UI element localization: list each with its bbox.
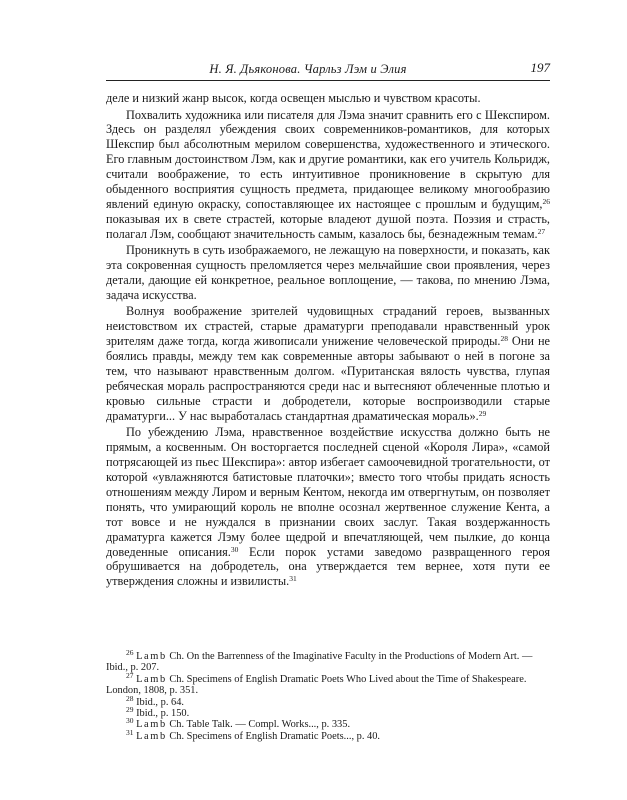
footnote-author: Lamb — [136, 651, 167, 662]
footnote-ref: 28 — [500, 334, 508, 344]
footnote-ref: 30 — [230, 544, 239, 554]
paragraph — [106, 108, 550, 242]
paragraph — [106, 243, 550, 303]
paragraph-text: деле и низкий жанр высок, когда освещен мыслью и чувством красоты. — [106, 91, 481, 105]
footnote-number: 29 — [126, 705, 134, 715]
paragraph-text: По убеждению Лэма, нравственное воздействие искусства должно быть не прямым, а косвенным. Он восторгается последней сценой «Короля Лира», «самой потрясающей из пьес Шекспира»: автор избегает самоочевидной трогательности, от которой «увлажняются батистовые платочки»; вместо того чтобы придать ясность отношениям между Лиром и верным Кентом, некогда им отвергнутым, он позволяет понять, что умирающий король не вполне осознал жертвенное служение Кента, а тот вовсе и не нуждался в признании своих заслуг. Такая воздержанность драматурга кажется Лэму более щедрой и впечатляющей, чем пылкие, до конца доведенные описания. — [106, 425, 550, 559]
footnote-text: Ch. Table Talk. — Compl. Works..., p. 335. — [166, 719, 351, 731]
footnote-text: Ibid., p. 64. — [133, 696, 185, 708]
footnote — [106, 693, 550, 708]
footnote — [106, 670, 550, 697]
main-text — [106, 91, 550, 589]
footnote — [106, 705, 550, 720]
running-title: Н. Я. Дьяконова. Чарльз Лэм и Элия — [209, 62, 407, 76]
footnote — [106, 716, 550, 731]
footnote — [106, 648, 550, 674]
footnote-ref: 29 — [478, 408, 487, 418]
footnote — [106, 727, 550, 742]
paragraph-text: Похвалить художника или писателя для Лэма значит сравнить его с Шекспиром. Здесь он разделял убеждения своих современников-романтиков, для которых Шекспир был абсолютным мерилом совершенства, художественного и этического. Его главным достоинством Лэм, как и другие романтики, как его учитель Кольридж, считали воображение, то есть интуитивное проникновение в скрытую для обыденного восприятия сущность предмета, придающее великому многообразию явлений единую окраску, сопоставляющее их настоящее с прошлым и будущим, — [106, 107, 550, 211]
paragraph — [106, 425, 550, 589]
paragraph-text: Волнуя воображение зрителей чудовищных страданий героев, вызванных неистовством их страстей, старые драматурги преподавали нравственный урок зрителям даже тогда, когда живописали унижение человеческой природы. — [106, 304, 550, 349]
footnote-text: Ch. Specimens of English Dramatic Poets..., p. 40. — [166, 730, 381, 742]
paragraph-text: Они не боялись правды, между тем как современные авторы забывают о ней в погоне за тем, что называют нравственным долгом. «Пуританская вялость чувства, глупая ребяческая мораль распространяются среди нас и вытесняют облеченные плотью и кровью сильные страсти и добродетели, которые воспроизводили старые драматурги... У нас выработалась стандартная драматическая мораль». — [106, 334, 550, 423]
footnote-number: 26 — [126, 648, 134, 657]
footnote-number: 30 — [126, 716, 134, 726]
footnote-ref: 31 — [289, 574, 297, 584]
paragraph — [106, 91, 550, 106]
paragraph — [106, 304, 550, 423]
footnotes — [106, 648, 550, 742]
page-number: 197 — [530, 60, 550, 75]
running-header — [106, 60, 550, 80]
header-rule — [106, 80, 550, 81]
footnote-text: Ch. On the Barrenness of the Imaginative Faculty in the Productions of Modern Art. — Ibid., p. 207. — [106, 651, 533, 674]
footnote-number: 28 — [126, 693, 134, 703]
footnote-author: Lamb — [136, 719, 167, 731]
footnote-ref: 26 — [542, 196, 550, 206]
paragraph-text: Проникнуть в суть изображаемого, не лежащую на поверхности, и показать, как эта сокровенная сущность преломляется через мельчайшие свои проявления, через детали, дающие ей конкретное, реальное воплощение, — такова, по мнению Лэма, задача искусства. — [106, 243, 550, 302]
footnote-number: 31 — [126, 727, 134, 737]
footnote-text: Ch. Specimens of English Dramatic Poets Who Lived about the Time of Shakespeare. London, 1808, p. 351. — [106, 673, 527, 697]
footnote-text: Ibid., p. 150. — [133, 708, 190, 720]
footnote-author: Lamb — [136, 673, 167, 685]
footnote-ref: 27 — [537, 226, 546, 236]
paragraph-text: Если порок устами заведомо развращенного героя обрушивается на добродетель, она утверждается тем вернее, хотя пути ее утверждения сложны и извилисты. — [106, 544, 551, 589]
paragraph-text: показывая их в свете страстей, которые владеют душой поэта. Поэзия и страсть, полагал Лэм, сообщают значительность самым, казалось бы, безнадежным темам. — [106, 211, 550, 241]
footnote-number: 27 — [126, 670, 134, 680]
footnote-author: Lamb — [136, 730, 167, 742]
